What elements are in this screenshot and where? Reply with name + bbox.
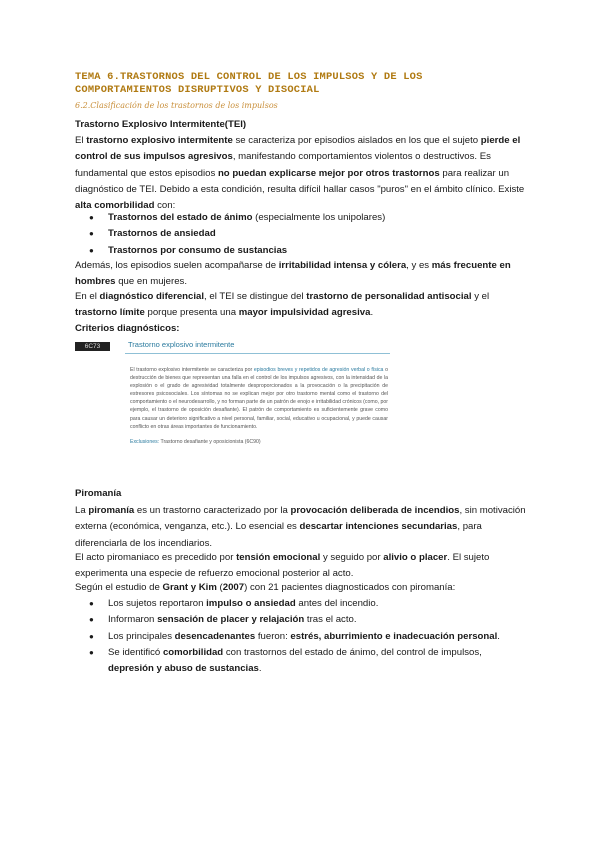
list-item: ● Trastornos por consumo de sustancias [75, 243, 530, 259]
piromania-heading: Piromanía [75, 488, 122, 499]
criteria-body: El trastorno explosivo intermitente se caracteriza por episodios breves y repetidos de agresión verbal o física o destrucción de bienes que representan una falla en el control de los impulsos agresivos, con la intensidad de la explosión o el grado de agresividad totalmente desproporcionados a la provocación o la precipitación de estresores psicosociales. Los síntomas no se explican mejor por otro trastorno mental como el trastorno del comportamiento o el neurodesarrollo, y no forman parte de un patrón de enojo e irritabilidad crónicos (como, por ejemplo, el trastorno de oposición desafiante). El patrón de comportamiento es suficientemente grave como para causar un deterioro significativo a nivel personal, familiar, social, educativo u ocupacional, y puede causar conflicto en otras áreas importantes de funcionamiento. [130, 367, 388, 430]
tei-comorbidity-list [75, 210, 530, 259]
criteria-divider [125, 353, 390, 354]
page-title [75, 71, 545, 97]
list-item: ● Trastornos del estado de ánimo (especialmente los unipolares) [75, 210, 530, 226]
list-item: ● Se identificó comorbilidad con trastornos del estado de ánimo, del control de impulsos, depresión y abuso de sustancias. [75, 645, 530, 678]
list-item: ● Trastornos de ansiedad [75, 226, 530, 242]
list-item: ● Informaron sensación de placer y relajación tras el acto. [75, 612, 530, 628]
title-line-2: COMPORTAMIENTOS DISRUPTIVOS Y DISOCIAL [75, 84, 320, 96]
tei-paragraph-2: Además, los episodios suelen acompañarse de irritabilidad intensa y cólera, y es más frecuente en hombres que en mujeres. [75, 260, 511, 288]
tei-heading: Trastorno Explosivo Intermitente(TEI) [75, 119, 247, 130]
title-line-1: TEMA 6.TRASTORNOS DEL CONTROL DE LOS IMPULSOS Y DE LOS [75, 71, 423, 83]
piromania-paragraph-2: El acto piromaniaco es precedido por tensión emocional y seguido por alivio o placer. El sujeto experimenta una especie de refuerzo emocional posterior al acto. [75, 552, 490, 580]
list-item: ● Los principales desencadenantes fueron: estrés, aburrimiento e inadecuación personal. [75, 629, 530, 645]
piromania-findings-list [75, 596, 530, 677]
tei-paragraph-3: En el diagnóstico diferencial, el TEI se distingue del trastorno de personalidad antisocial y el trastorno límite porque presenta una mayor impulsividad agresiva. [75, 291, 490, 319]
criteria-heading: Criterios diagnósticos: [75, 323, 180, 334]
criteria-image [75, 340, 405, 465]
piromania-paragraph-1: La piromanía es un trastorno caracterizado por la provocación deliberada de incendios, sin motivación externa (económica, venganza, etc.). Lo esencial es descartar intenciones secundarias, para diferenciarla de los incendiarios. [75, 505, 526, 549]
section-subtitle: 6.2.Clasificación de los trastornos de los impulsos [75, 101, 278, 110]
criteria-exclusions: Exclusiones: Trastorno desafiante y oposicionista (6C90) [130, 439, 261, 445]
criteria-title: Trastorno explosivo intermitente [128, 340, 235, 349]
piromania-paragraph-3: Según el estudio de Grant y Kim (2007) con 21 pacientes diagnosticados con piromanía: [75, 582, 456, 593]
tei-paragraph-1: El trastorno explosivo intermitente se caracteriza por episodios aislados en los que el sujeto pierde el control de sus impulsos agresivos, manifestando comportamientos violentos o destructivos. Es fundamental que estos episodios no puedan explicarse mejor por otros trastornos para realizar un diagnóstico de TEI. Debido a esta condición, resulta difícil hallar casos "puros" en el ámbito clínico. Existe alta comorbilidad con: [75, 135, 525, 212]
list-item: ● Los sujetos reportaron impulso o ansiedad antes del incendio. [75, 596, 530, 612]
criteria-code-badge: 6C73 [75, 342, 110, 351]
